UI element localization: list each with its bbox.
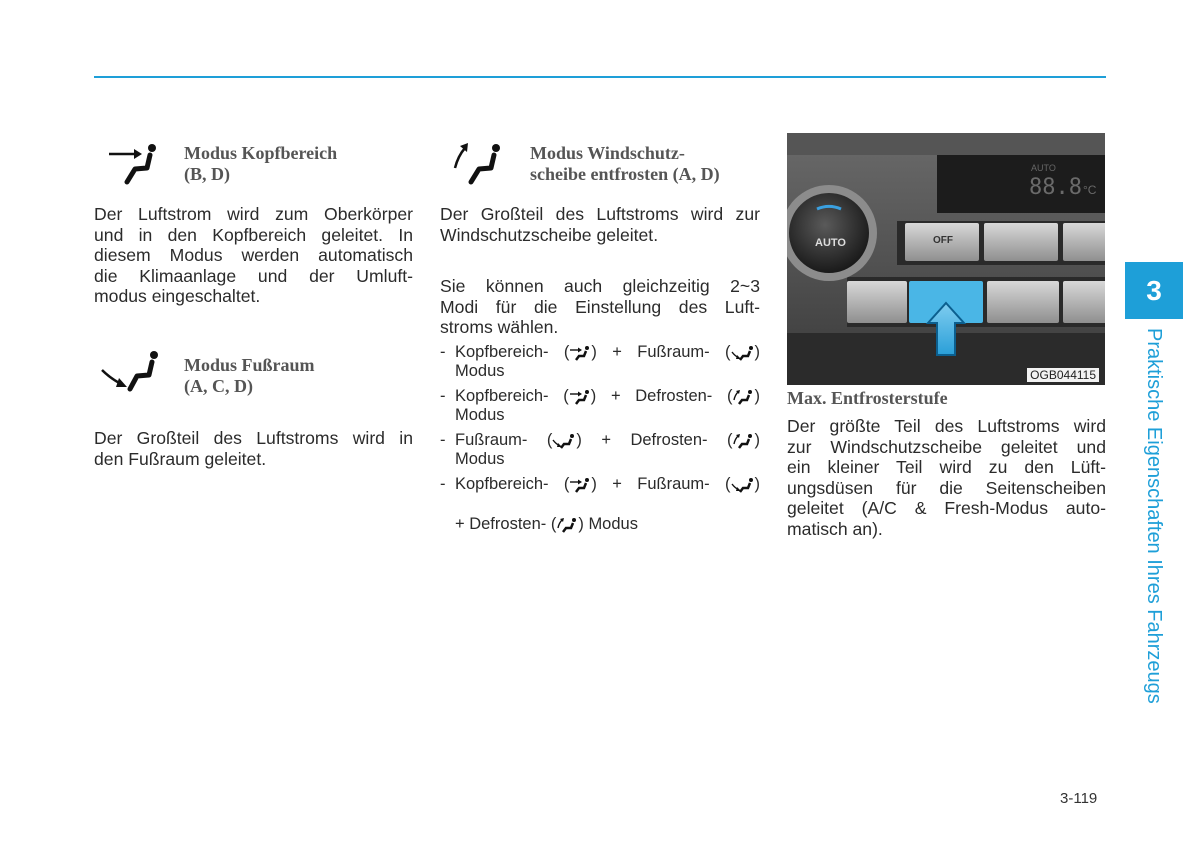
head-level-airflow-icon <box>569 389 591 405</box>
off-button-label: OFF <box>933 235 953 246</box>
floor-airflow-icon <box>552 433 576 449</box>
floor-airflow-icon <box>731 477 755 493</box>
page-number: 3-119 <box>1060 790 1098 807</box>
knob-auto-label: AUTO <box>815 237 846 249</box>
head-mode-title: Modus Kopfbereich (B, D) <box>184 143 338 184</box>
chapter-title: Praktische Eigenschaften Ihres Fahrzeugs <box>1143 328 1165 704</box>
floor-mode-title: Modus Fußraum (A, C, D) <box>184 355 315 396</box>
defrost-mode-description: Der Großteil des Luftstroms wird zur Windschutzscheibe geleitet. <box>440 204 760 245</box>
display-temperature: 88.8 <box>1029 175 1082 200</box>
head-level-airflow-icon <box>105 142 161 186</box>
list-item: - Kopfbereich- ( ) + Fußraum- ( ) <box>440 475 760 493</box>
head-mode-description: Der Luftstrom wird zum Oberkörper und in den Kopfbereich geleitet. In diesem Modus werden automatisch die Klimaanlage und der Umluft- modus eingeschaltet. <box>94 204 413 307</box>
list-item-continuation: + Defrosten- ( ) Modus <box>455 515 638 533</box>
list-item: - Kopfbereich- ( ) + Fußraum- ( ) Modus <box>440 343 760 380</box>
display-auto-label: AUTO <box>1031 163 1056 173</box>
list-item: - Kopfbereich- ( ) + Defrosten- ( ) Modus <box>440 387 760 424</box>
windshield-defrost-airflow-icon <box>556 517 578 533</box>
defrost-mode-title: Modus Windschutz- scheibe entfrosten (A, D) <box>530 143 720 184</box>
top-rule <box>94 76 1106 78</box>
floor-mode-description: Der Großteil des Luftstroms wird in den Fußraum geleitet. <box>94 428 413 469</box>
display-unit: °C <box>1083 183 1097 197</box>
climate-control-photo <box>787 133 1105 385</box>
max-defrost-description: Der größte Teil des Luftstroms wird zur Windschutzscheibe geleitet und ein kleiner Teil wird zu den Lüft- ungsdüsen für die Seitenscheiben geleitet (A/C & Fresh-Modus auto- matisch an). <box>787 416 1106 539</box>
floor-airflow-icon <box>731 345 755 361</box>
image-caption: OGB044115 <box>1027 368 1099 382</box>
list-item: - Fußraum- ( ) + Defrosten- ( ) Modus <box>440 431 760 468</box>
chapter-number-tab: 3 <box>1125 262 1183 319</box>
floor-airflow-icon <box>99 349 163 395</box>
windshield-defrost-airflow-icon <box>449 140 505 188</box>
mode-combination-list <box>440 343 760 500</box>
max-defrost-title: Max. Entfrosterstufe <box>787 388 948 408</box>
head-level-airflow-icon <box>569 477 591 493</box>
combo-intro: Sie können auch gleichzeitig 2~3 Modi für die Einstellung des Luft- stroms wählen. <box>440 276 760 338</box>
windshield-defrost-airflow-icon <box>732 433 754 449</box>
windshield-defrost-airflow-icon <box>732 389 754 405</box>
head-level-airflow-icon <box>569 345 591 361</box>
